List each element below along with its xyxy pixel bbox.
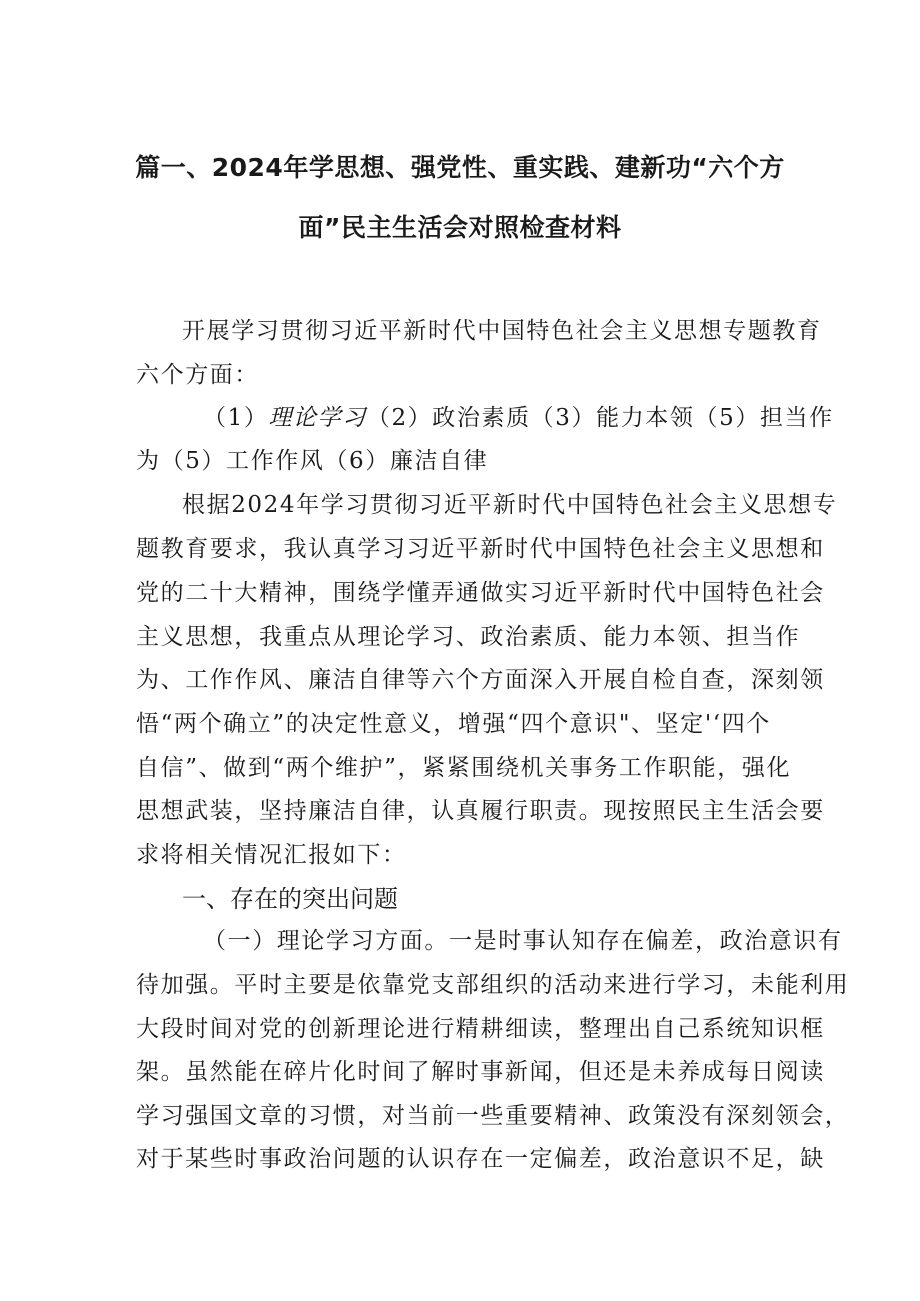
sub-line-1: （一）理论学习方面。一是时事认知存在偏差，政治意识有 — [203, 928, 843, 954]
body-line-3: 党的二十大精神，围绕学懂弄通做实习近平新时代中国特色社会 — [136, 580, 825, 606]
sub-line-2: 待加强。平时主要是依靠党支部组织的活动来进行学习，未能利用 — [136, 972, 850, 998]
sub-line-5: 学习强国文章的习惯，对当前一些重要精神、政策没有深刻领会， — [136, 1103, 850, 1129]
aspects-line-2: 为（5）工作作风（6）廉洁自律 — [136, 448, 489, 474]
document-title-line-1: 篇一、2024年学思想、强党性、重实践、建新功“六个方 — [135, 153, 785, 182]
body-line-2: 题教育要求，我认真学习习近平新时代中国特色社会主义思想和 — [136, 536, 825, 562]
document-title-line-2: 面”民主生活会对照检查材料 — [298, 213, 622, 242]
body-line-5: 为、工作作风、廉洁自律等六个方面深入开展自检自查，深刻领 — [136, 667, 825, 693]
body-line-9: 求将相关情况汇报如下： — [136, 842, 407, 868]
sub-line-6: 对于某些时事政治问题的认识存在一定偏差，政治意识不足，缺 — [136, 1146, 825, 1172]
body-line-1: 根据2024年学习贯彻习近平新时代中国特色社会主义思想专 — [182, 492, 838, 518]
sub-line-4: 架。虽然能在碎片化时间了解时事新闻，但还是未养成每日阅读 — [136, 1059, 825, 1085]
aspect-1-name: 理论学习 — [268, 405, 367, 431]
body-line-6: 悟“两个确立”的决定性意义，增强“四个意识"、坚定'‘四个 — [136, 711, 771, 737]
body-line-8: 思想武装，坚持廉洁自律，认真履行职责。现按照民主生活会要 — [136, 798, 825, 824]
intro-line-1: 开展学习贯彻习近平新时代中国特色社会主义思想专题教育 — [182, 318, 822, 344]
body-line-7: 自信”、做到“两个维护”，紧紧围绕机关事务工作职能，强化 — [136, 755, 792, 781]
section-heading: 一、存在的突出问题 — [182, 885, 398, 913]
body-line-4: 主义思想，我重点从理论学习、政治素质、能力本领、担当作 — [136, 624, 801, 650]
sub-line-3: 大段时间对党的创新理论进行精耕细读，整理出自己系统知识框 — [136, 1016, 825, 1042]
aspects-line-1-rest: （2）政治素质（3）能力本领（5）担当作 — [366, 405, 834, 431]
intro-line-2: 六个方面： — [136, 362, 259, 388]
aspects-line-1 — [203, 399, 834, 432]
aspect-1-prefix: （1） — [203, 405, 269, 431]
